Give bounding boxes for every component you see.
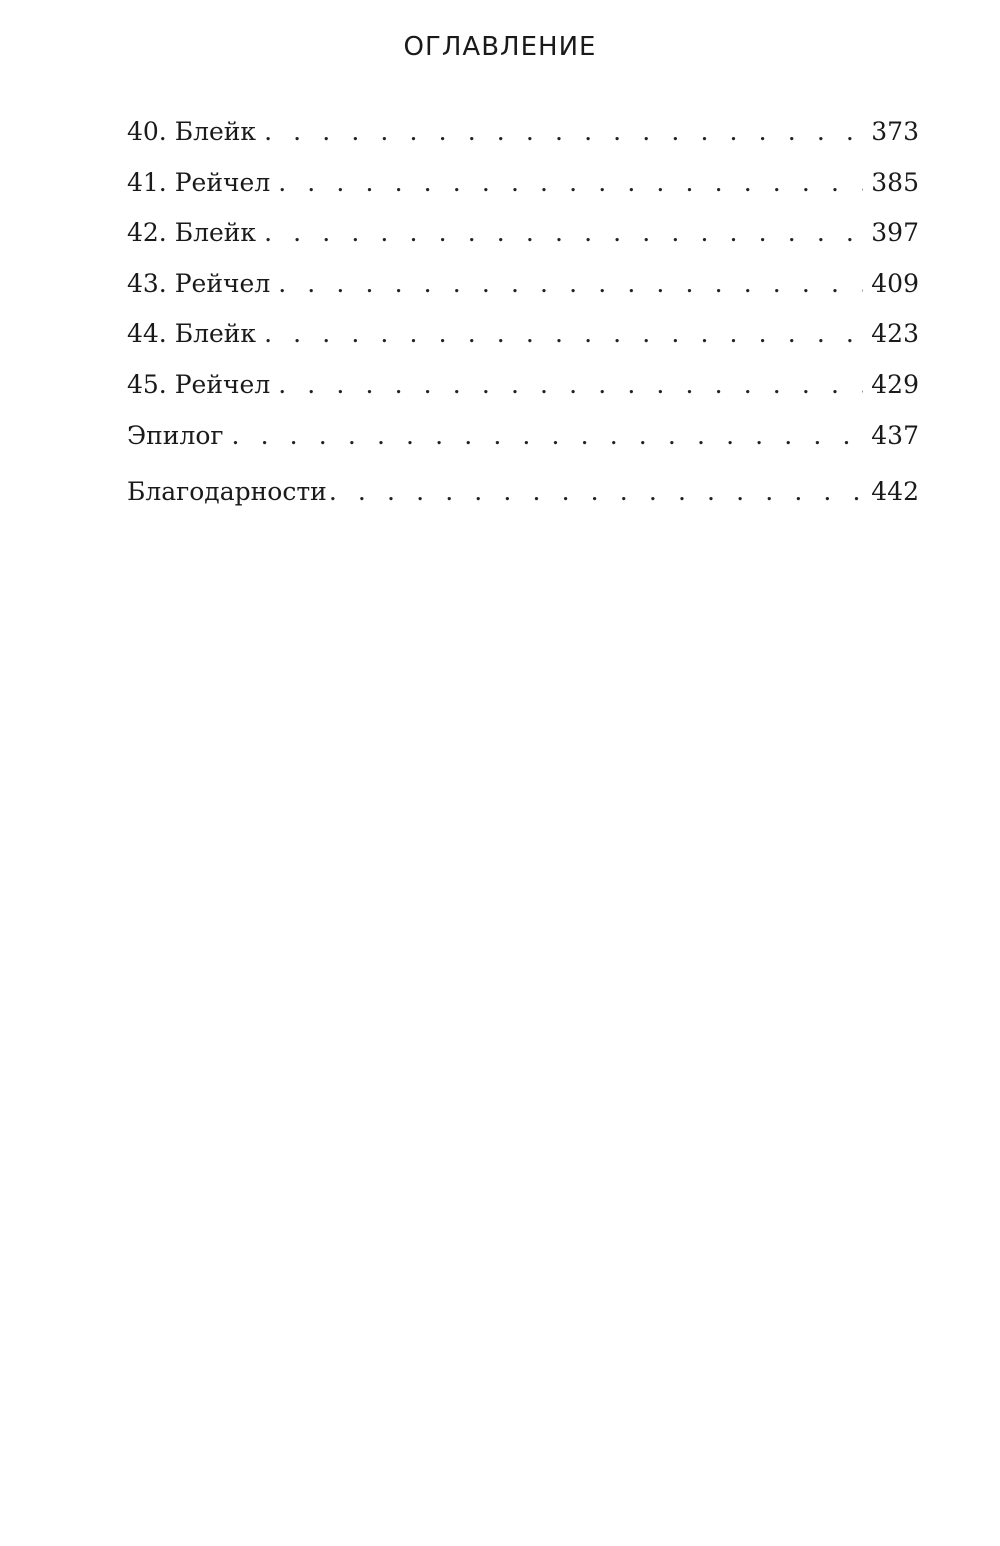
toc-entry-40[interactable] xyxy=(127,110,919,161)
toc-entry-page: 429 xyxy=(871,369,919,399)
toc-entry-title: Блейк xyxy=(174,117,257,146)
toc-dot-leader xyxy=(231,414,863,458)
toc-entry-42[interactable] xyxy=(127,211,919,262)
toc-spacer xyxy=(167,110,175,154)
toc-entry-title: Блейк xyxy=(174,319,257,349)
toc-entry-number: 43. xyxy=(127,268,167,298)
toc-dot-leader xyxy=(278,262,863,306)
toc-entry-epilogue[interactable] xyxy=(127,414,919,465)
toc-dot-leader xyxy=(264,211,863,255)
toc-entry-number: 42. xyxy=(127,218,167,248)
toc-entry-43[interactable] xyxy=(127,262,919,313)
toc-entry-acknowledgements[interactable] xyxy=(127,470,919,521)
toc-entry-41[interactable] xyxy=(127,161,919,212)
toc-spacer xyxy=(167,211,175,255)
toc-spacer xyxy=(167,363,175,407)
toc-dot-leader xyxy=(278,161,863,205)
toc-entry-title: Рейчел xyxy=(174,268,271,298)
page-heading: ОГЛАВЛЕНИЕ xyxy=(403,32,597,62)
toc-spacer xyxy=(167,161,175,205)
toc-entry-number: 41. xyxy=(127,167,167,197)
toc-entry-44[interactable] xyxy=(127,312,919,363)
toc-entry-page: 385 xyxy=(871,167,919,197)
toc-dot-leader xyxy=(278,363,863,407)
toc-spacer xyxy=(167,262,175,306)
toc-dot-leader xyxy=(264,110,863,154)
table-of-contents xyxy=(127,110,919,521)
toc-dot-leader xyxy=(329,470,863,514)
toc-entry-number: 40. xyxy=(127,117,167,146)
toc-entry-page: 373 xyxy=(871,117,919,146)
toc-entry-title: Благодарности xyxy=(127,477,327,507)
toc-entry-title: Блейк xyxy=(174,218,257,248)
toc-entry-title: Рейчел xyxy=(174,369,271,399)
toc-entry-title: Рейчел xyxy=(174,167,271,197)
toc-entry-page: 442 xyxy=(871,477,919,507)
toc-entry-page: 409 xyxy=(871,268,919,298)
toc-entry-title: Эпилог xyxy=(127,420,224,450)
toc-entry-45[interactable] xyxy=(127,363,919,414)
toc-entry-page: 397 xyxy=(871,218,919,248)
toc-spacer xyxy=(167,312,175,356)
toc-entry-number: 44. xyxy=(127,319,167,349)
toc-dot-leader xyxy=(264,312,863,356)
toc-entry-page: 437 xyxy=(871,420,919,450)
toc-entry-page: 423 xyxy=(871,319,919,349)
toc-entry-number: 45. xyxy=(127,369,167,399)
